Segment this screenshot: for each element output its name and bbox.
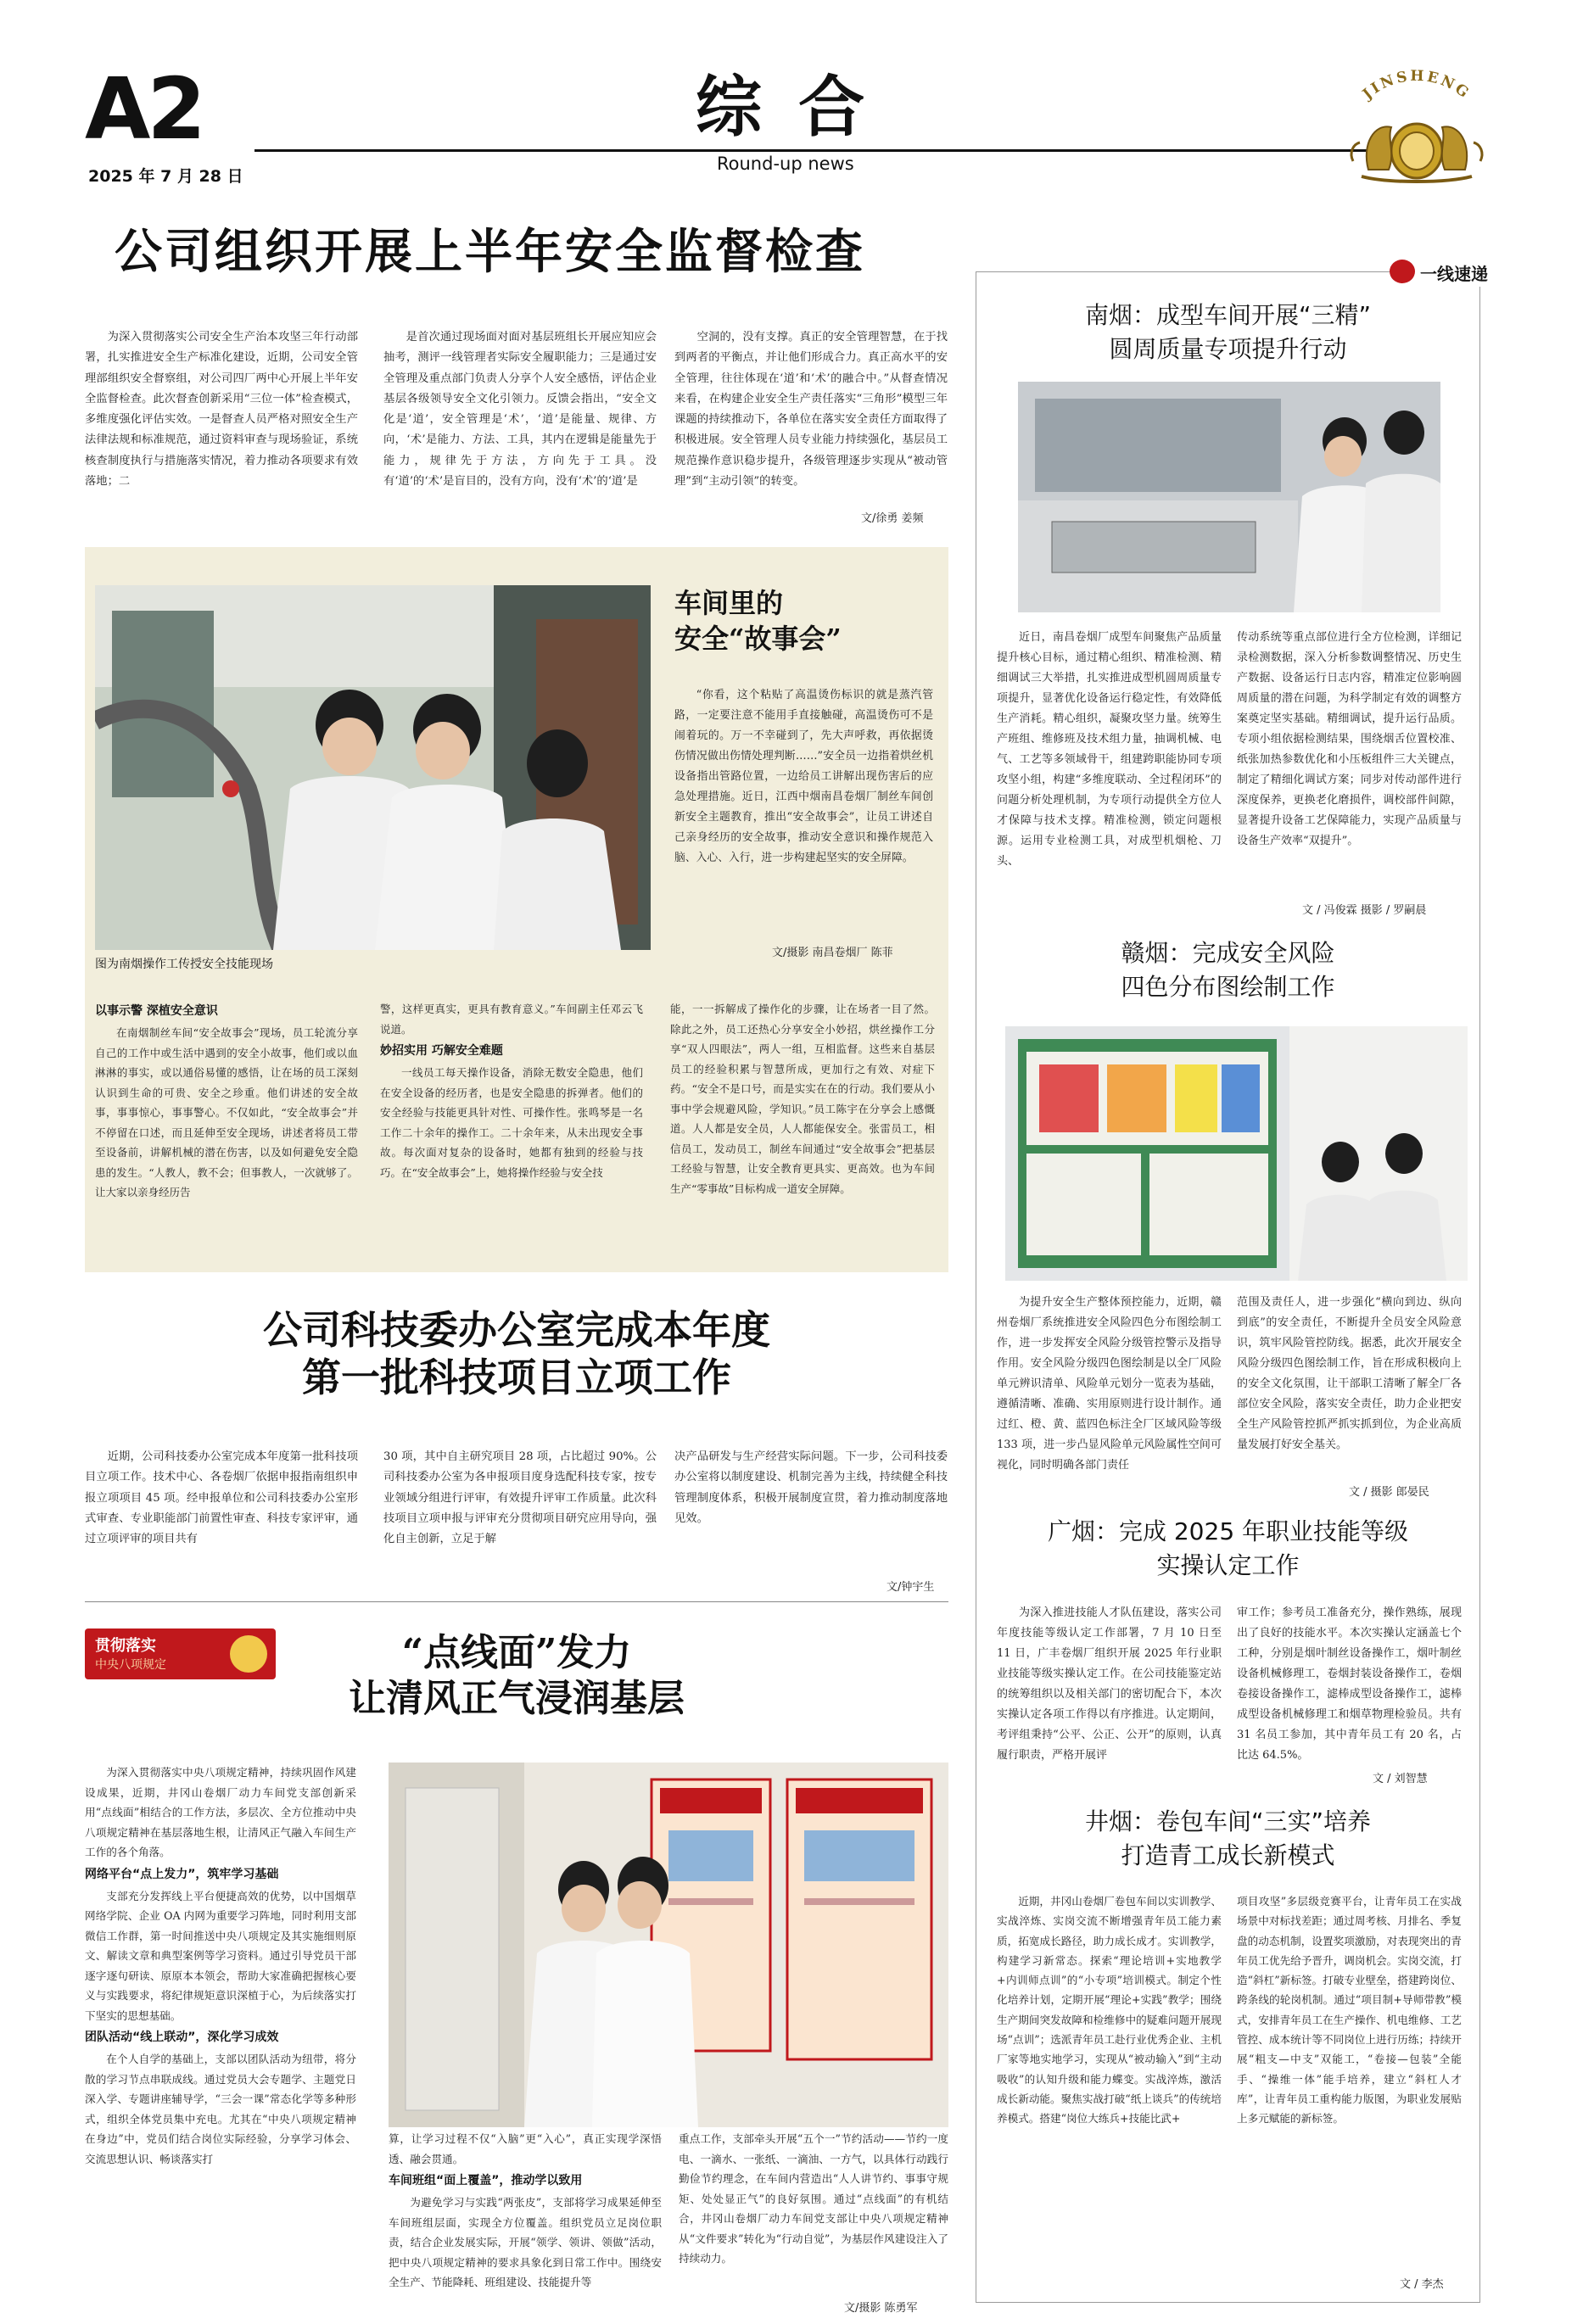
s2-col1: 为提升安全生产整体预控能力，近期，赣州卷烟厂系统推进安全风险四色分布图绘制工作，进一步发挥安全风险分级管控警示及指导作用。安全风险分级四色图绘制是以全厂风险单元辨识清单、风险单元划分一览表为基础，遵循清晰、准确、实用原则进行设计制作。通过红、橙、黄、蓝四色标注全厂区域风险等级 133 项，进一步凸显风险单元风险属性空间可视化，同时明确各部门责任 xyxy=(997,1296,1222,1472)
sidebar-tag-label: 一线速递 xyxy=(1420,264,1488,284)
article3-p2: 在个人自学的基础上，支部以团队活动为纽带，将分散的学习节点串联成线。通过党员大会专题学、主题党日深入学、专题讲座辅导学，“三会一课”常态化学等多种形式，组织全体党员集中充电。尤其在“中央八项规定精神在身边”中，党员们结合岗位实际经验，分享学习体会、交流思想认识、畅谈落实打 xyxy=(85,2053,356,2165)
feature-sub2: 妙招实用 巧解安全难题 xyxy=(380,1044,503,1058)
s2-photo xyxy=(1005,1026,1468,1281)
feature-body-col1 xyxy=(95,999,358,1203)
s4-col1: 近期，井冈山卷烟厂卷包车间以实训教学、实战淬炼、实岗交流不断增强青年员工能力素质，拓宽成长路径，助力成长成才。实训教学，构建学习新常态。探索“理论培训+实地教学+内训师点训”的“小专项”培训模式。制定个性化培养计划，定期开展“理论+实践”教学；围绕生产期间突发故障和检维修中的疑难问题开展现场“点训”；选派青年员工赴行业优秀企业、主机厂家等地实地学习，实现从“被动输入”到“主动吸收”的认知升级和能力蝶变。实战淬炼，激活成长新动能。聚焦实战打破“纸上谈兵”的传统培养模式。搭建“岗位大练兵+技能比武+ xyxy=(997,1895,1222,2126)
s2-credit: 文 / 摄影 郎晏民 xyxy=(1349,1486,1429,1499)
feature-caption: 图为南烟操作工传授安全技能现场 xyxy=(95,958,273,971)
article3-col3 xyxy=(679,2129,948,2269)
article3-p5: 重点工作，支部牵头开展“五个一”节约活动——节约一度电、一滴水、一张纸、一滴油、一方气，以具体行动践行勤俭节约理念，在车间内营造出“人人讲节约、事事守规矩、处处显正气”的良好氛围。通过“点线面”的有机结合，井冈山卷烟厂动力车间党支部让中央八项规定精神从“文件要求”转化为“行动自觉”，为基层作风建设注入了持续动力。 xyxy=(679,2132,948,2265)
article3-intro: 为深入贯彻落实中央八项规定精神，持续巩固作风建设成果，近期，井冈山卷烟厂动力车间党支部创新采用“点线面”相结合的工作方法，多层次、全方位推动中央八项规定精神在基层落地生根，让清风正气融入车间生产工作的各个角落。 xyxy=(85,1766,356,1858)
feature-c3: 能，一一拆解成了操作化的步骤，让在场者一目了然。除此之外，员工还热心分享安全小妙招，烘丝操作工分享“双人四眼法”，两人一组，互相监督。这些来自基层员工的经验积累与智慧所成，更加行之有效、对症下药。“安全不是口号，而是实实在在的行动。我们要从小事中学会规避风险，学知识。”员工陈宇在分享会上感慨道。人人都是安全员，人人都能保安全。张雷员工，相信员工，发动员工，制丝车间通过“安全故事会”把基层工经验与智慧，让安全教育更具实、更高效。也为车间生产“零事故”目标构成一道安全屏障。 xyxy=(670,1003,935,1195)
article3-sub1: 网络平台“点上发力”，筑牢学习基础 xyxy=(85,1867,279,1881)
article3-p3: 算，让学习过程不仅“入脑”更“入心”，真正实现学深悟透、融会贯通。 xyxy=(389,2132,662,2165)
s4-title-line1: 井烟：卷包车间“三实”培养 xyxy=(1084,1807,1371,1835)
jinsheng-logo xyxy=(1328,59,1506,187)
article3-col2 xyxy=(389,2129,662,2293)
section-subtitle: Round-up news xyxy=(717,154,854,174)
article2-col1: 近期，公司科技委办公室完成本年度第一批科技项目立项工作。技术中心、各卷烟厂依据申报指南组织申报立项项目 45 项。经申报单位和公司科技委办公室形式审查、专业职能部门前置性审查、科技专家评审，通过立项评审的项目共有 xyxy=(85,1450,358,1546)
article3-headline-line1: “点线面”发力 xyxy=(401,1631,632,1674)
article3-sub2: 团队活动“线上联动”，深化学习成效 xyxy=(85,2031,279,2044)
s2-col2: 范围及责任人，进一步强化“横向到边、纵向到底”的安全责任，不断提升全员安全风险意识，筑牢风险管控防线。据悉，此次开展安全风险分级四色图绘制工作，旨在形成积极向上的安全文化氛围，让干部职工清晰了解全厂各部位安全风险，落实安全责任，助力企业把安全生产风险管控抓严抓实抓到位，为企业高质量发展打好安全基关。 xyxy=(1237,1296,1462,1451)
article1-headline: 公司组织开展上半年安全监督检查 xyxy=(115,224,865,280)
issue-date: 2025 年 7 月 28 日 xyxy=(88,167,243,186)
article3-p1: 支部充分发挥线上平台便捷高效的优势，以中国烟草网络学院、企业 OA 内网为重要学习阵地，同时利用支部微信工作群，第一时间推送中央八项规定及其实施细则原文、解读文章和典型案例等学习资料。通过引导党员干部逐字逐句研读、原原本本领会，帮助大家准确把握核心要义与实践要求，将纪律规矩意识深植于心，为后续落实打下坚实的思想基础。 xyxy=(85,1889,356,2022)
s4-title-line2: 打造青工成长新模式 xyxy=(1121,1841,1335,1869)
article2-divider xyxy=(85,1601,948,1602)
article3-photo xyxy=(389,1763,948,2127)
svg-text:JINSHENG xyxy=(1358,68,1474,104)
feature-credit: 文/摄影 南昌卷烟厂 陈菲 xyxy=(772,947,893,959)
s1-credit: 文 / 冯俊霖 摄影 / 罗嗣晨 xyxy=(1302,904,1427,917)
s1-title-line2: 圆周质量专项提升行动 xyxy=(1109,335,1347,363)
sidebar-tag xyxy=(1390,256,1500,287)
logo-text: JINSHENG xyxy=(1359,67,1474,103)
section-title: 综 合 xyxy=(696,69,872,146)
s2-title-line1: 赣烟：完成安全风险 xyxy=(1121,939,1335,967)
s3-title-line1: 广烟：完成 2025 年职业技能等级 xyxy=(1047,1517,1409,1545)
s3-credit: 文 / 刘智慧 xyxy=(1373,1773,1428,1785)
feature-title-line2: 安全“故事会” xyxy=(674,623,842,655)
article3-sub3: 车间班组“面上覆盖”，推动学以致用 xyxy=(389,2174,583,2187)
article2-col2: 30 项，其中自主研究项目 28 项，占比超过 90%。公司科技委办公室为各申报项目度身选配科技专家，按专业领域分组进行评审，有效提升评审工作质量。此次科技项目立项申报与评审充分贯彻项目研究应用导向，强化自主创新，立足于解 xyxy=(383,1450,657,1546)
s1-col2: 传动系统等重点部位进行全方位检测，详细记录检测数据，深入分析参数调整情况、历史生产数据、设备运行日志内容，精准定位影响圆周质量的潜在问题，为科学制定有效的调整方案奠定坚实基础。精细调试，提升运行品质。专项小组依据检测结果，围绕烟舌位置校准、纸张加热参数优化和小压板组件三大关键点，制定了精细化调试方案；同步对传动部件进行深度保养，更换老化磨损件，调校部件间隙，显著提升设备工艺保障能力，实现产品质量与设备生产效率“双提升”。 xyxy=(1237,631,1462,847)
article1-col3: 空洞的，没有支撑。真正的安全管理智慧，在于找到两者的平衡点，并让他们形成合力。真正高水平的安全管理，往往体现在‘道’和‘术’的融合中。”从督查情况来看，在构建企业安全生产责任落实“三角形”模型三年课题的持续推动下，各单位在落实安全责任方面取得了积极进展。安全管理人员专业能力持续强化，基层员工规范操作意识稳步提升，各级管理逐步实现从“被动管理”到“主动引领”的转变。 xyxy=(674,331,948,489)
feature-c2a: 警，这样更真实，更具有教育意义。”车间副主任邓云飞说道。 xyxy=(380,1003,643,1036)
s3-col2: 审工作；参考员工准备充分，操作熟练，展现出了良好的技能水平。本次实操认定涵盖七个工种，分别是烟叶制丝设备操作工，烟叶制丝设备机械修理工，卷烟封装设备操作工，卷烟卷接设备操作工，滤棒成型设备操作工，滤棒成型设备机械修理工和烟草物理检验员。共有 31 名员工参加，其中青年员工有 20 名，占比达 64.5%。 xyxy=(1237,1606,1462,1762)
s2-title-line2: 四色分布图绘制工作 xyxy=(1121,973,1335,1001)
feature-body-col3 xyxy=(670,999,935,1198)
badge-line1: 贯彻落实 xyxy=(95,1637,156,1655)
feature-body-col2 xyxy=(380,999,643,1182)
page-code: A2 xyxy=(85,59,203,159)
feature-title-line1: 车间里的 xyxy=(674,587,784,619)
article2-headline-line1: 公司科技委办公室完成本年度 xyxy=(263,1307,770,1353)
article1-col1: 为深入贯彻落实公司安全生产治本攻坚三年行动部署，扎实推进安全生产标准化建设，近期，公司安全管理部组织安全督察组，对公司四厂两中心开展上半年安全监督检查。此次督查创新采用“三位一体”检查模式，多维度强化评估实效。一是督查人员严格对照安全生产法律法规和标准规范，通过资料审查与现场验证，系统核查制度执行与措施落实情况，着力推动各项要求有效落地；二 xyxy=(85,331,358,489)
feature-intro: “你看，这个粘贴了高温烫伤标识的就是蒸汽管路，一定要注意不能用手直接触碰，高温烫伤可不是闹着玩的。万一不幸碰到了，先大声呼救，再依据烫伤情况做出伤情处理判断……”安全员一边指着烘丝机设备指出管路位置，一边给员工讲解出现伤害后的应急处理措施。近日，江西中烟南昌卷烟厂制丝车间创新安全主题教育，推出“安全故事会”，让员工讲述自己亲身经历的安全故事，推动安全意识和操作规范入脑、入心、入行，进一步构建起坚实的安全屏障。 xyxy=(674,689,933,864)
article3-col1 xyxy=(85,1763,356,2169)
s1-col1: 近日，南昌卷烟厂成型车间聚焦产品质量提升核心目标，通过精心组织、精准检测、精细调试三大举措，扎实推进成型机圆周质量专项提升，显著优化设备运行稳定性，有效降低生产消耗。精心组织，凝聚攻坚力量。统筹生产班组、维修班及技术组力量，抽调机械、电气、工艺等多领域骨干，组建跨职能协同专项攻坚小组，构建“多维度联动、全过程闭环”的问题分析处理机制，为专项行动提供全方位人才保障与技术支撑。精准检测，锁定问题根源。运用专业检测工具，对成型机烟枪、刀头、 xyxy=(997,631,1222,868)
masthead-rule xyxy=(254,149,1417,152)
feature-c1: 在南烟制丝车间“安全故事会”现场，员工轮流分享自己的工作中或生活中遇到的安全小故事，他们或以血淋淋的事实，或以通俗易懂的感悟，让在场的员工深刻认识到生命的可贵、安全之珍重。他们讲述的安全故事，事事惊心，事事警心。不仅如此，“安全故事会”并不停留在口述，而且延伸至安全现场，讲述者将员工带至设备前，讲解机械的潜在伤害，以及如何避免安全隐患的发生。“人教人，教不会；但事教人，一次就够了。让大家以亲身经历告 xyxy=(95,1026,358,1198)
s1-photo xyxy=(1018,382,1440,612)
article2-col3: 决产品研发与生产经营实际问题。下一步，公司科技委办公室将以制度建设、机制完善为主线，持续健全科技管理制度体系，积极开展制度宣贯，着力推动制度落地见效。 xyxy=(674,1450,948,1525)
article2-credit: 文/钟宇生 xyxy=(886,1581,935,1594)
s1-title-line1: 南烟：成型车间开展“三精” xyxy=(1084,301,1371,329)
feature-sub1: 以事示警 深植安全意识 xyxy=(95,1004,218,1018)
article1-credit: 文/徐勇 姜频 xyxy=(861,512,924,525)
red-arrow-icon xyxy=(1390,260,1415,283)
article2-headline-line2: 第一批科技项目立项工作 xyxy=(302,1355,731,1400)
s3-title-line2: 实操认定工作 xyxy=(1156,1551,1300,1579)
feature-c2b: 一线员工每天操作设备，消除无数安全隐患，他们在安全设备的经历者，也是安全隐患的拆弹者。他们的安全经验与技能更具针对性、可操作性。张鸣琴是一名工作二十余年的操作工。二十余年来，从未出现安全事故。每次面对复杂的设备时，她都有独到的经验与技巧。在“安全故事会”上，她将操作经验与安全技 xyxy=(380,1066,643,1179)
article1-col2: 是首次通过现场面对面对基层班组长开展应知应会抽考，测评一线管理者实际安全履职能力；三是通过安全管理及重点部门负责人分享个人安全感悟，评估企业基层各级领导安全文化引领力。反馈会指出，“安全文化是‘道’，安全管理是‘术’，‘道’是能量、规律、方向，‘术’是能力、方法、工具，其内在逻辑是能量先于能力，规律先于方法，方向先于工具。没有‘道’的‘术’是盲目的，没有方向，没有‘术’的‘道’是 xyxy=(383,331,657,489)
badge-line2: 中央八项规定 xyxy=(95,1658,166,1672)
article3-headline-line2: 让清风正气浸润基层 xyxy=(349,1677,685,1720)
s4-credit: 文 / 李杰 xyxy=(1400,2278,1444,2291)
article3-p4: 为避免学习与实践“两张皮”，支部将学习成果延伸至车间班组层面，实现全方位覆盖。组织党员立足岗位职责，结合企业发展实际，开展“领学、领讲、领做”活动，把中央八项规定精神的要求具象化到日常工作中。围绕安全生产、节能降耗、班组建设、技能提升等 xyxy=(389,2196,662,2288)
article3-credit: 文/摄影 陈勇军 xyxy=(844,2302,918,2315)
s4-col2: 项目攻坚”多层级竞赛平台，让青年员工在实战场景中对标找差距；通过周考核、月排名、季复盘的动态机制，设置奖项激励，对表现突出的青年员工优先给予晋升，调岗机会。实岗交流，打造“斜杠”新标签。打破专业壁垒，搭建跨岗位、跨条线的轮岗机制。通过“项目制+导师带教”模式，安排青年员工在生产操作、机电维修、工艺管控、成本统计等不同岗位上进行历练；持续开展“粗支—中支”双能工，“卷接—包装”全能手、“操维一体”能手培养，建立“斜杠人才库”，让青年员工重构能力版图，为职业发展贴上多元赋能的新标签。 xyxy=(1237,1895,1462,2126)
s3-col1: 为深入推进技能人才队伍建设，落实公司年度技能等级认定工作部署，7 月 10 日至 11 日，广丰卷烟厂组织开展 2025 年行业职业技能等级实操认定工作。在公司技能鉴定站的统筹组织以及相关部门的密切配合下，本次实操认定各项工作得以有序推进。认定期间，考评组秉持“公平、公正、公开”的原则，认真履行职责，严格开展评 xyxy=(997,1606,1222,1762)
feature-photo xyxy=(95,585,651,950)
